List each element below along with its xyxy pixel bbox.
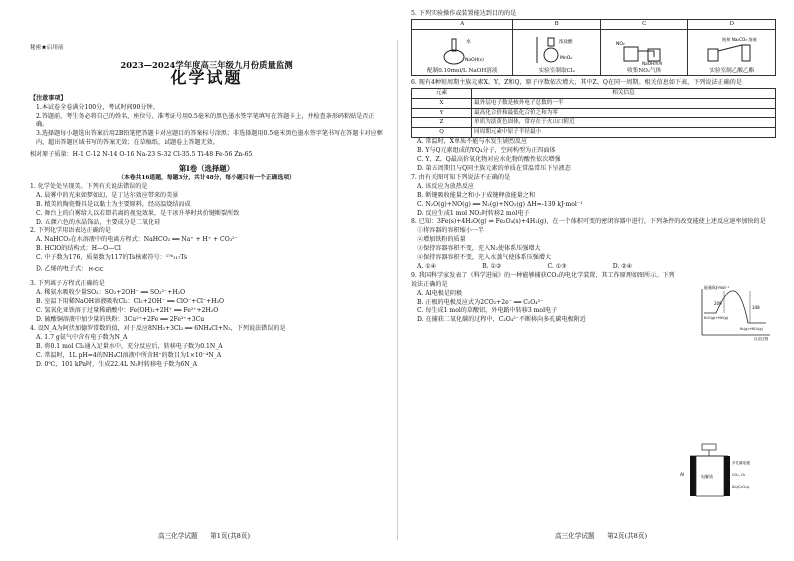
apparatus-header-b: B: [513, 19, 601, 29]
mno2-label: MnO₂: [559, 55, 572, 61]
apparatus-a: [412, 29, 513, 75]
option-d: D. 在捕获二氧化碳的过程中，C₂O₄²⁻不断移向多孔碳电极附近: [417, 316, 586, 324]
apparatus-c-caption: 收集NO₂气体: [627, 67, 662, 74]
option-c: C. 氢氧化亚铁溶于过量稀硝酸中：Fe(OH)₂+2H⁺ ══ Fe²⁺+2H₂O: [36, 307, 219, 315]
question-6: [411, 79, 776, 174]
notice-item: 2.答题前，考生务必将自己的姓名、座位号、准考证号用0.5毫米的黑色墨水签字笔填写在答题卡上，并检查条形码粘贴是否正确。: [36, 112, 375, 129]
option-a: A. Al电极是阴极: [417, 289, 463, 297]
element-symbol: Z: [412, 118, 472, 128]
apparatus-header-c: C: [600, 19, 688, 29]
option-a: A. 1.7 g氨气中含有电子数为N_A: [36, 333, 128, 341]
element-info: 单质为淡黄色固体，常存在于火山口附近: [472, 118, 776, 128]
option-c: C. 中子数为176，质量数为117的Ts核素符号：¹⁷⁶₁₁₇Ts: [36, 254, 188, 262]
page-footer-left: 高三化学试题 第1页(共8页): [158, 532, 251, 540]
atomic-mass-line: 相对原子质量：H-1 C-12 N-14 O-16 Na-23 S-32 Cl-35.5 Ti-48 Fe-56 Zn-65: [30, 151, 253, 159]
energy-xlabel: 反应过程: [754, 337, 769, 341]
cell-electrolyte-label: 电解质: [701, 474, 713, 479]
condition-item: ③保持容器容积不变，充入N₂使体系压强增大: [417, 245, 541, 253]
option-a: A. 常温时，X单质不能与水发生剧烈反应: [417, 138, 528, 146]
element-info: 最高化合价和最低化合价之和为零: [472, 108, 776, 118]
option-c: C. Y、Z、Q最高价氧化物对应水化物的酸性依次增强: [417, 156, 561, 164]
element-table: [411, 88, 776, 139]
question-stem: 1. 化学处处呈现美。下列有关说法错误的是: [30, 182, 148, 190]
option-a: A. 稀氨水吸收少量SO₂：SO₂+2OH⁻ ══ SO₃²⁻+H₂O: [36, 289, 186, 297]
hcl-label: 浓盐酸: [558, 39, 573, 45]
gas-collection-icon: [614, 35, 674, 65]
chlorine-generator-icon: [527, 35, 587, 65]
cell-al-label: Al: [680, 473, 685, 478]
option-d: D. 反应生成1 mol NO₂时转移2 mol电子: [417, 209, 530, 217]
energy-ylabel: 能量/kJ·mol⁻¹: [704, 285, 730, 290]
option-b: B. 正极的电极反应式为2CO₂+2e⁻ ══ C₂O₄²⁻: [417, 298, 544, 306]
apparatus-header-a: A: [412, 19, 513, 29]
energy-209: 209: [714, 301, 722, 306]
svg-text:H: H: [89, 267, 93, 274]
cell-gas-label: CO₂, O₂: [732, 473, 746, 477]
option-d: D. 乙烯的电子式：: [36, 265, 88, 273]
flask-water-label: 水: [466, 38, 472, 45]
question-stem: 4. 设N_A为阿伏加德罗常数的值，对于反应8NH₃+3Cl₂ ══ 6NH₄Cl+N₂，下列说法错误的是: [30, 324, 286, 332]
question-2: [30, 227, 383, 274]
electrochemical-cell-diagram: [672, 442, 762, 502]
part-title: 第Ⅰ卷（选择题）: [178, 164, 235, 174]
question-4: [30, 325, 383, 370]
element-info: 最外层电子数是核外电子总数的一半: [472, 98, 776, 108]
question-3: [30, 280, 383, 325]
secret-label: 秘密★启用前: [30, 45, 64, 51]
question-stem: 7. 由有关图可知下列说法不正确的是: [411, 173, 511, 181]
option-b: B. 室温下用稀NaOH溶液吸收Cl₂：Cl₂+2OH⁻ ══ ClO⁻+Cl⁻+H₂O: [36, 298, 225, 306]
option-d: D. 第五周期且与Q同主族元素的单质在常温常压下呈液态: [417, 164, 571, 172]
apparatus-d: [688, 29, 776, 75]
apparatus-c: [600, 29, 688, 75]
option-d: D. 0℃，101 kPa时，生成22.4L N₂时转移电子数为6N_A: [36, 360, 198, 368]
question-1: [30, 183, 383, 228]
notice-item: 1.本试卷全卷满分100分，考试时间90分钟。: [36, 103, 159, 111]
element-symbol: X: [412, 98, 472, 108]
question-5: [411, 10, 776, 76]
option-c: C. ①③: [547, 262, 567, 270]
energy-reactants: N₂O(g)+NO(g): [704, 316, 729, 320]
notice-item: 3.选择题每小题选出答案后用2B铅笔把答题卡对应题目的答案标号涂黑；非选择题用0.5毫米黑色墨水签字笔书写在答题卡对应框内，超出答题区域书写的答案无效；在草稿纸、试题卷上答题无效。: [36, 130, 383, 147]
option-b: B. 精美的陶瓷餐具是以黏土为主要原料，经高温烧结而成: [36, 200, 191, 208]
info-col-header: 相关信息: [472, 88, 776, 98]
condition-item: ②增加铁粉的质量: [417, 236, 466, 244]
option-c: C. 常温时，1L pH=4的NH₄Cl溶液中所含H⁺的数目为1×10⁻⁴N_A: [36, 351, 222, 359]
condition-item: ①将容器的容积缩小一半: [417, 227, 485, 235]
element-symbol: Q: [412, 128, 472, 138]
element-symbol: Y: [412, 108, 472, 118]
element-col-header: 元素: [412, 88, 472, 98]
flask-naoh-label: NaOH(s): [465, 57, 485, 63]
option-b: B. HClO的结构式：H—O—Cl: [36, 245, 121, 253]
cell-product-label: Al₂(C₂O₄)₃: [732, 485, 750, 489]
option-a: A. 晨雾中的光束如梦如幻，是丁达尔效应带来的美景: [36, 191, 179, 199]
question-stem: 6. 现有4种短周期主族元素X、Y、Z和Q，原子序数依次增大，其中Z、Q在同一周期。相关信息如下表，下列说法正确的是: [411, 78, 742, 86]
exam-title: 化学试题: [170, 67, 243, 87]
notice-heading: 【注意事项】: [30, 94, 67, 102]
cell-carbon-label: 多孔碳电极: [732, 461, 750, 465]
ethylene-electron-formula: [89, 265, 105, 273]
part-subtitle: （本卷共16道题，每题3分，共计48分，每小题只有一个正确选项）: [118, 174, 295, 181]
question-stem: 2. 下列化学用语表达正确的是: [30, 227, 111, 235]
svg-text:C: C: [100, 267, 104, 274]
apparatus-b: [513, 29, 601, 75]
element-info: 同周期元素中原子半径最小: [472, 128, 776, 138]
energy-diagram: [694, 285, 774, 341]
question-stem: 8. 已知：3Fe(s)+4H₂O(g) ⇌ Fe₃O₄(s)+4H₂(g)，在一个体积可变的密闭容器中进行，下列条件的改变能使上述反应速率加快的是: [411, 218, 766, 226]
ester-apparatus-icon: [702, 35, 762, 65]
energy-348: 348: [752, 305, 760, 310]
option-d: D. 五颜六色的水晶饰品，主要成分是二氧化硅: [36, 218, 161, 226]
na2co3-label: 饱和 Na₂CO₃ 溶液: [721, 36, 757, 42]
question-stem: 3. 下列离子方程式正确的是: [30, 280, 105, 288]
exam-subtitle: 2023—2024学年度高三年级九月份质量监测: [120, 59, 293, 70]
apparatus-header-d: D: [688, 19, 776, 29]
option-c: C. 每生成1 mol的草酸铝，外电路中转移3 mol电子: [417, 307, 558, 315]
option-b: B. Y与Q元素组成的YQ₄分子，空间构型为正四面体: [417, 147, 556, 155]
question-7: [411, 174, 776, 219]
option-c: C. 舞台上的白雾给人以若即若离的视觉效果，是干冰升华时共价键断裂所致: [36, 209, 240, 217]
page-footer-right: 高三化学试题 第2页(共8页): [555, 532, 648, 540]
svg-text:C: C: [95, 267, 99, 274]
option-b: B. 将0.1 mol Cl₂通入足量水中，充分反应后，转移电子数为0.1N_A: [36, 342, 223, 350]
condition-item: ④保持容器容积不变，充入水蒸气使体系压强增大: [417, 254, 552, 262]
option-d: D. 硫酸铜溶液中加少量的铁粉：3Cu²⁺+2Fe ══ 2Fe³⁺+3Cu: [36, 316, 205, 324]
option-b: B. 断键吸收能量之和小于成键释放能量之和: [417, 191, 536, 199]
option-a: A. 该反应为放热反应: [417, 182, 475, 190]
option-a: A. ①④: [417, 262, 437, 270]
question-8: [411, 218, 776, 271]
option-a: A. NaHCO₃在水溶液中的电离方程式：NaHCO₃ ══ Na⁺ + H⁺ + CO₃²⁻: [36, 236, 238, 244]
apparatus-d-caption: 实验室制乙酸乙酯: [709, 67, 755, 74]
naoh-solution-label: NaOH溶液: [642, 60, 663, 65]
apparatus-table: [411, 19, 776, 76]
apparatus-b-caption: 实验室制取Cl₂: [538, 67, 575, 74]
option-b: B. ①②: [482, 262, 502, 270]
option-d: D. ②④: [612, 262, 633, 270]
apparatus-a-caption: 配制0.10mol/L NaOH溶液: [427, 67, 498, 74]
q8-options: [411, 263, 776, 272]
question-stem: 5. 下列实验操作或装置能达到目的的是: [411, 10, 517, 17]
volumetric-flask-icon: [432, 35, 492, 65]
question-stem: 9. 我国科学家发表了《科学进展》的一种能够捕获CO₂的电化学装置，其工作原理如图所示。下列说法正确的是: [411, 271, 675, 288]
no2-label: NO₂: [616, 41, 625, 47]
option-c: C. N₂O(g)+NO(g) ══ N₂(g)+NO₂(g) ΔH=-139 kJ·mol⁻¹: [417, 200, 583, 208]
option-d-row: [30, 265, 383, 274]
energy-products: N₂(g)+NO₂(g): [740, 327, 763, 331]
